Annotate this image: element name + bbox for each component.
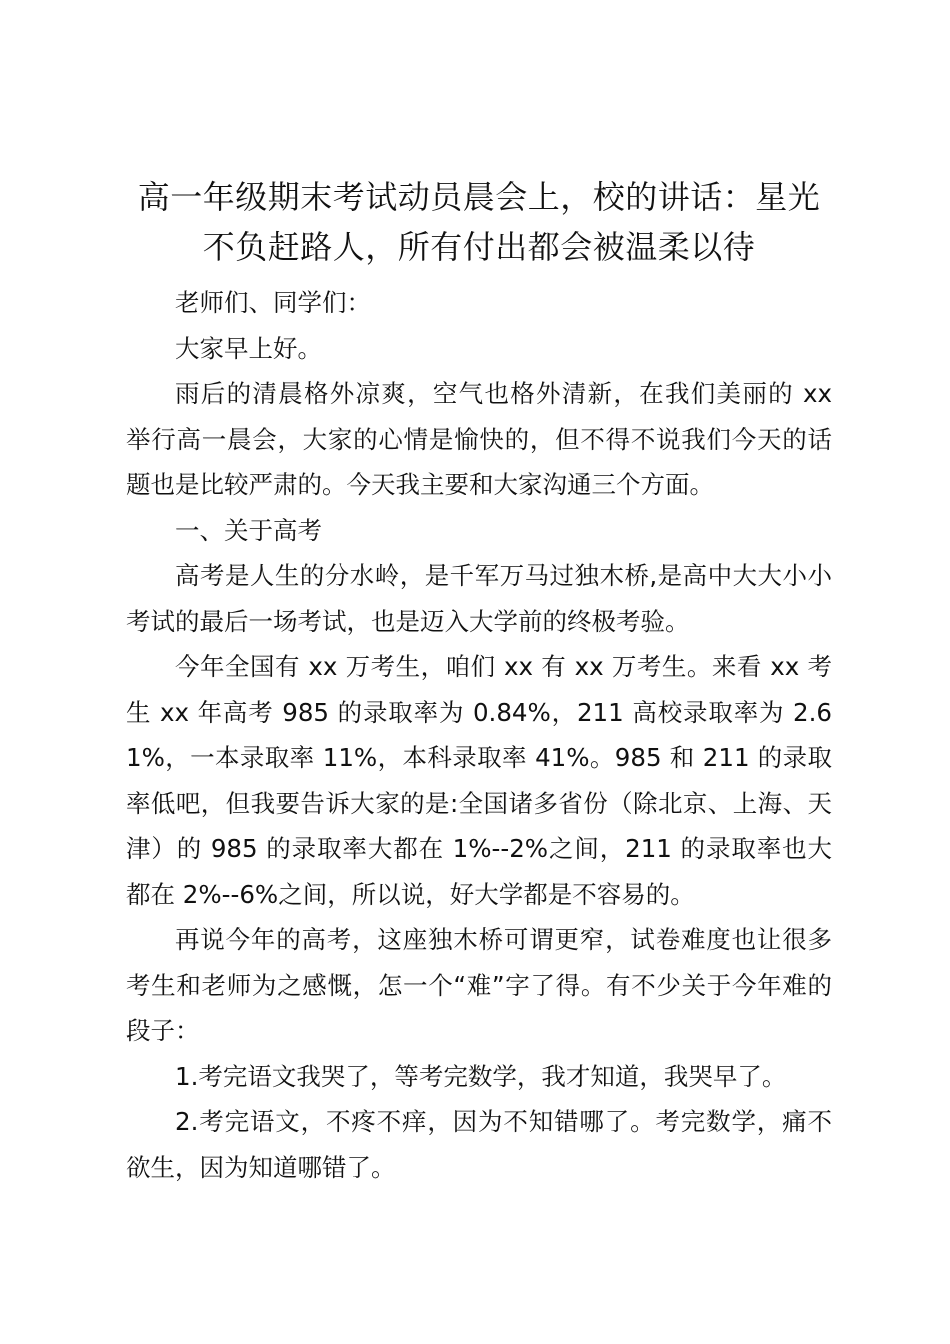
- document-page: [126, 172, 832, 1190]
- paragraph-salutation: 老师们、同学们：: [175, 288, 371, 317]
- section-heading-gaokao: 一、关于高考: [175, 515, 322, 545]
- paragraph-intro: 雨后的清晨格外凉爽，空气也格外清新，在我们美丽的 xx 举行高一晨会，大家的心情是愉快的，但不得不说我们今天的话题也是比较严肃的。今天我主要和大家沟通三个方面。: [126, 379, 832, 499]
- paragraph-admission-rates: 今年全国有 xx 万考生，咱们 xx 有 xx 万考生。来看 xx 考生 xx 年高考 985 的录取率为 0.84%，211 高校录取率为 2.61%，一本录取率 11%，本科录取率 41%。985 和 211 的录取率低吧，但我要告诉大家的是:全国诸多省份（除北京、上海、天津）的 985 的录取率大都在 1%--2%之间，211 的录取率也大都在 2%--6%之间，所以说，好大学都是不容易的。: [126, 652, 832, 909]
- list-item-joke-1: 1.考完语文我哭了，等考完数学，我才知道，我哭早了。: [175, 1061, 787, 1091]
- list-item-joke-2: 2.考完语文，不疼不痒，因为不知错哪了。考完数学，痛不欲生，因为知道哪错了。: [126, 1107, 832, 1182]
- paragraph-gaokao-meaning: 高考是人生的分水岭，是千军万马过独木桥,是高中大大小小考试的最后一场考试，也是迈入大学前的终极考验。: [126, 561, 832, 636]
- document-title: 高一年级期末考试动员晨会上，校的讲话：星光不负赶路人，所有付出都会被温柔以待: [137, 178, 821, 266]
- paragraph-exam-difficulty: 再说今年的高考，这座独木桥可谓更窄，试卷难度也让很多考生和老师为之感慨，怎一个“难”字了得。有不少关于今年难的段子：: [126, 925, 832, 1045]
- paragraph-greeting: 大家早上好。: [175, 333, 322, 363]
